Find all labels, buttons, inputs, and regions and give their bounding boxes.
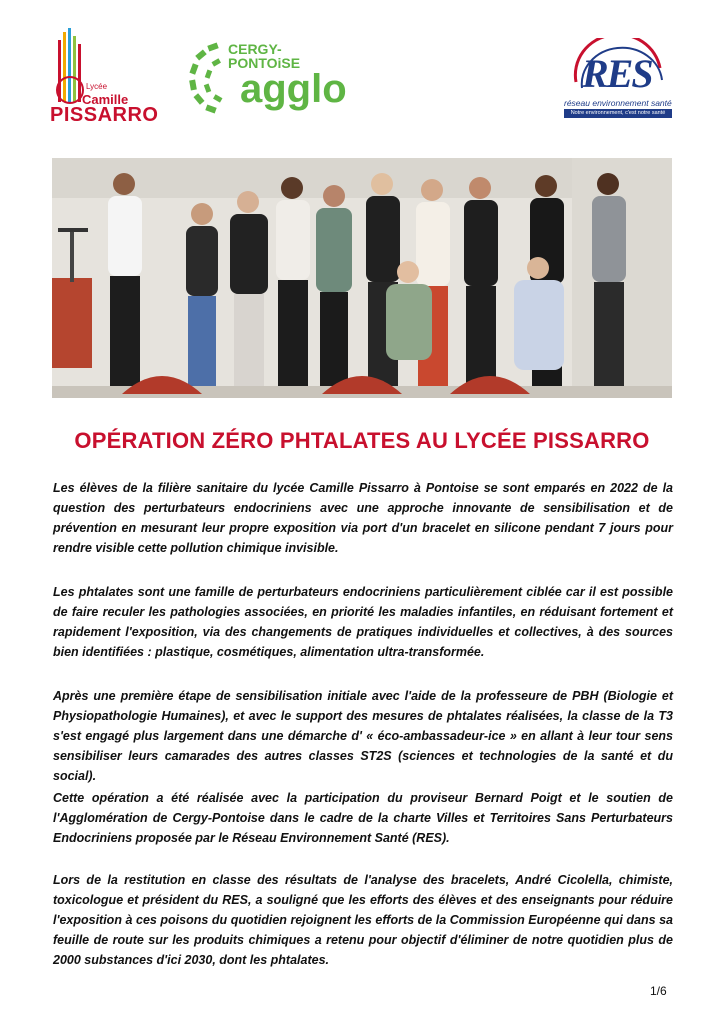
paragraph-3: Après une première étape de sensibilisation initiale avec l'aide de la professeure de PBH (Biologie et Physiopathologie Humaines), et avec le support des mesures de phtalates réalisées, la classe de la T3 s'est engagé plus largement dans une démarche d' « éco-ambassadeur-ice » en allant à leur tour sens sensibiliser leurs camarades des autres classes ST2S (sciences et technologies de la santé et du social). bbox=[53, 689, 673, 783]
group-photo-illustration bbox=[52, 158, 672, 398]
res-logo-mark: RES bbox=[582, 51, 652, 96]
paragraph-4: Cette opération a été réalisée avec la participation du proviseur Bernard Poigt et le soutien de l'Agglomération de Cergy-Pontoise dans le cadre de la charte Villes et Territoires Sans Perturbateurs Endocriniens proposée par le Réseau Environnement Santé (RES). bbox=[53, 791, 673, 845]
paragraph-5: Lors de la restitution en classe des résultats de l'analyse des bracelets, André Cicolella, chimiste, toxicologue et président du RES, a souligné que les efforts des élèves et des enseignants pour réduire l'exposition à ces poisons du quotidien rejoignent les efforts de la Commission Européenne qui dans sa feuille de route sur les produits chimiques a retenu pour objectif d'éliminer de notre quotidien plus de 2000 substances d'ici 2030, dont les phtalates. bbox=[53, 873, 673, 967]
res-logo-tagline: Notre environnement, c'est notre santé bbox=[564, 109, 672, 118]
res-logo-subtitle: réseau environnement santé bbox=[564, 98, 672, 108]
agglo-logo-cergy: CERGY- bbox=[228, 41, 282, 57]
logo-pissarro-text: PISSARRO bbox=[50, 104, 159, 126]
agglo-logo-agglo: agglo bbox=[240, 67, 347, 111]
lycee-pissarro-logo bbox=[50, 28, 180, 126]
document-title: OPÉRATION ZÉRO PHTALATES AU LYCÉE PISSARRO bbox=[74, 428, 650, 453]
cergy-pontoise-agglo-logo bbox=[186, 38, 370, 122]
group-photo bbox=[52, 158, 672, 398]
agglo-logo-pontoise: PONTOiSE bbox=[228, 55, 301, 71]
logo-lycee-text: Lycée bbox=[86, 82, 108, 91]
paragraph-2: Les phtalates sont une famille de perturbateurs endocriniens particulièrement ciblée car il est possible de faire reculer les pathologies associées, en priorité les maladies infantiles, en réduisant fortement et rapidement l'exposition, via des changements de pratiques individuelles et collectives, à des sources bien identifiées : plastique, cosmétiques, alimentation ultra-transformée. bbox=[53, 585, 673, 659]
page-number: 1/6 bbox=[650, 984, 667, 998]
paragraph-1: Les élèves de la filière sanitaire du lycée Camille Pissarro à Pontoise se sont emparés en 2022 de la question des perturbateurs endocriniens avec une approche innovante de sensibilisation et de prévention en mesurant leur propre exposition via port d'un bracelet en silicone pendant 7 jours pour rendre visible cette pollution chimique invisible. bbox=[53, 481, 673, 555]
logo-camille-text: Camille bbox=[82, 92, 129, 107]
res-logo bbox=[562, 38, 674, 122]
